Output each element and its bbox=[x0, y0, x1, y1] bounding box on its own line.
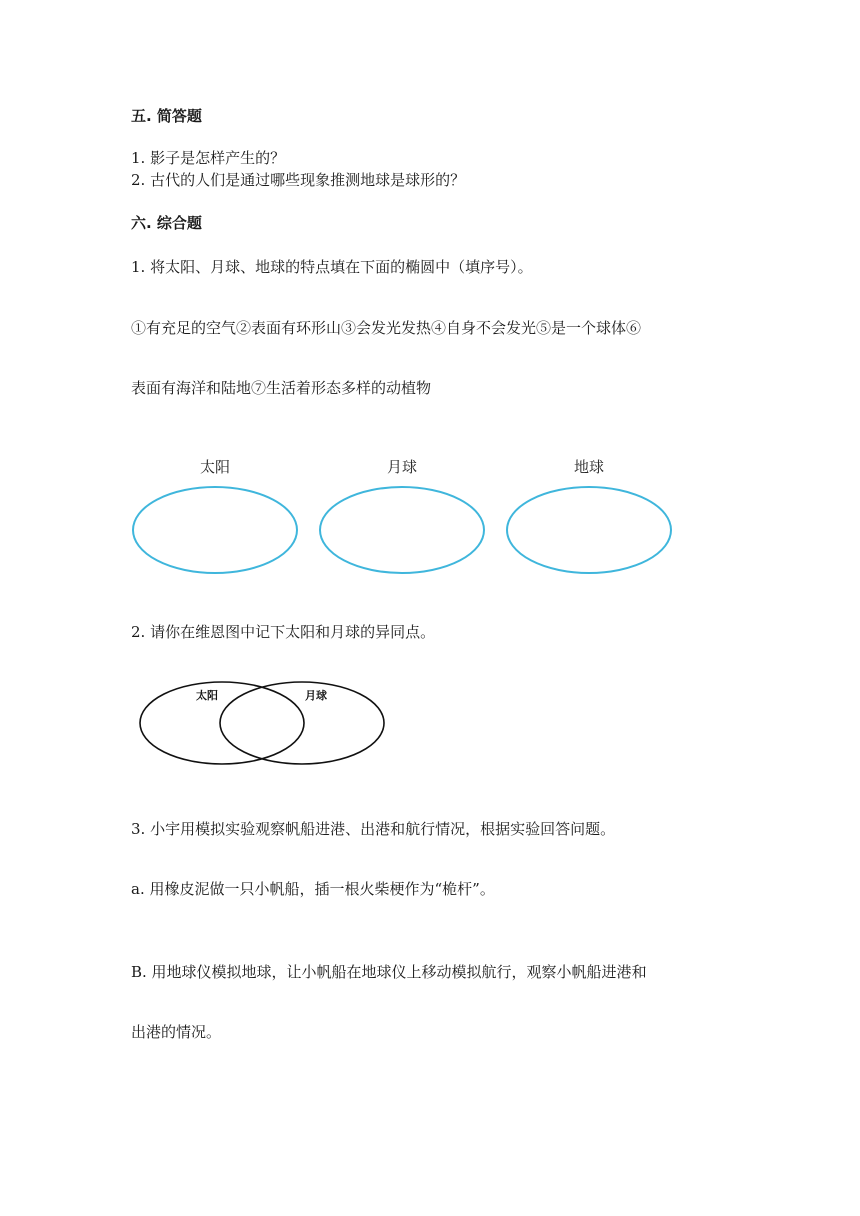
question-6-3-step-b-line1: B. 用地球仪模拟地球，让小帆船在地球仪上移动模拟航行，观察小帆船进港和 bbox=[131, 963, 647, 981]
question-5-2: 2. 古代的人们是通过哪些现象推测地球是球形的？ bbox=[131, 171, 466, 189]
question-6-1-options-line2: 表面有海洋和陆地⑦生活着形态多样的动植物 bbox=[131, 379, 432, 397]
oval-sun bbox=[133, 487, 297, 573]
oval-moon-group bbox=[320, 458, 484, 573]
three-ovals-figure bbox=[125, 448, 685, 580]
oval-label-moon: 月球 bbox=[386, 458, 418, 476]
oval-earth bbox=[507, 487, 671, 573]
venn-circle-sun bbox=[140, 682, 304, 764]
oval-sun-group bbox=[133, 458, 297, 573]
question-6-2-prompt: 2. 请你在维恩图中记下太阳和月球的异同点。 bbox=[131, 623, 436, 641]
section5-heading: 五. 简答题 bbox=[131, 107, 202, 125]
question-6-1-options-line1: ①有充足的空气②表面有环形山③会发光发热④自身不会发光⑤是一个球体⑥ bbox=[131, 319, 642, 337]
question-6-1-prompt: 1. 将太阳、月球、地球的特点填在下面的椭圆中（填序号）。 bbox=[131, 258, 533, 276]
question-6-3-step-a: a. 用橡皮泥做一只小帆船，插一根火柴梗作为“桅杆”。 bbox=[131, 880, 495, 898]
venn-diagram bbox=[132, 676, 392, 772]
question-6-3-step-b-line2: 出港的情况。 bbox=[131, 1023, 222, 1041]
oval-label-earth: 地球 bbox=[573, 458, 605, 476]
venn-label-moon: 月球 bbox=[305, 689, 327, 702]
venn-circle-moon bbox=[220, 682, 384, 764]
question-6-3-prompt: 3. 小宇用模拟实验观察帆船进港、出港和航行情况，根据实验回答问题。 bbox=[131, 820, 616, 838]
question-5-1: 1. 影子是怎样产生的？ bbox=[131, 149, 286, 167]
oval-moon bbox=[320, 487, 484, 573]
oval-earth-group bbox=[507, 458, 671, 573]
section6-heading: 六. 综合题 bbox=[131, 214, 202, 232]
oval-label-sun: 太阳 bbox=[199, 458, 231, 476]
venn-label-sun: 太阳 bbox=[196, 689, 218, 702]
